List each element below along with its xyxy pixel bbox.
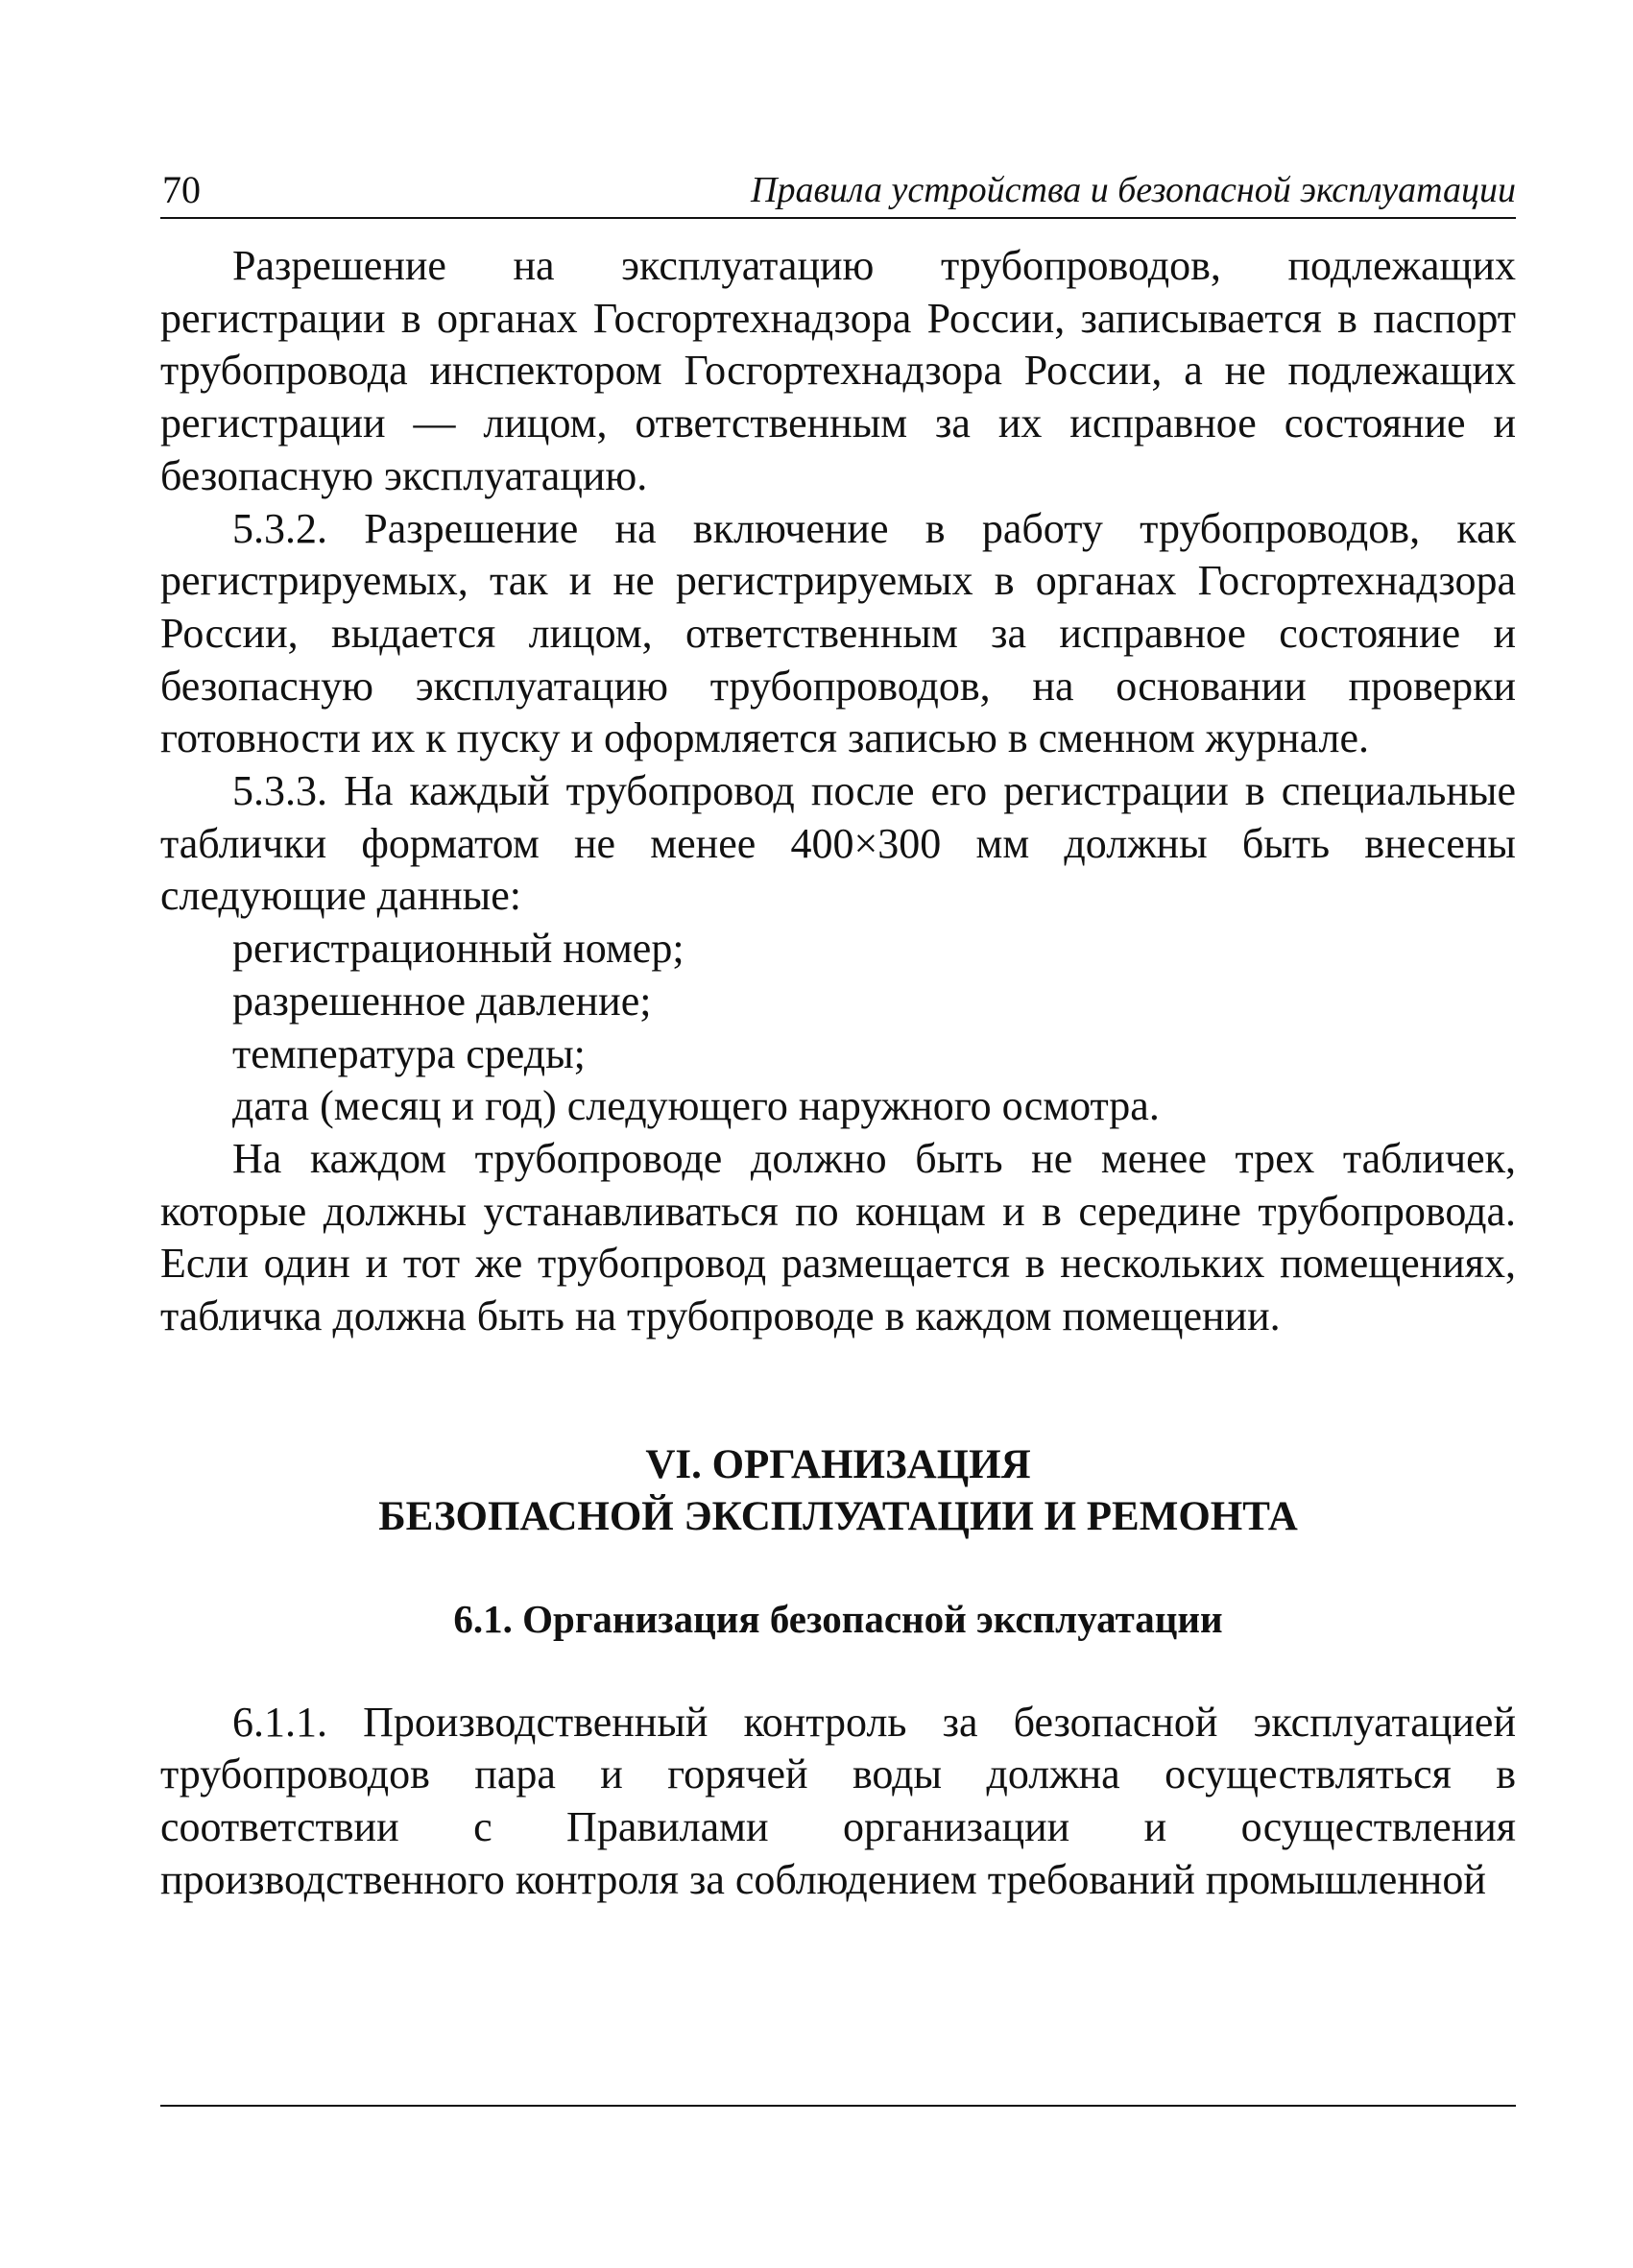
- list-item: регистрационный номер;: [232, 925, 684, 973]
- body-paragraph: 6.1.1. Производственный контроль за безопасной эксплуатацией трубопроводов пара и горячей воды должна осуществляться в соответствии с Правилами организации и осуществления производственного контроля за соблюдением требований промышленной: [160, 1698, 1516, 1903]
- section-heading: [160, 1439, 1516, 1543]
- body-paragraph: На каждом трубопроводе должно быть не менее трех табличек, которые должны устанавливаться по концам и в середине трубопровода. Если один и тот же трубопровод размещается в нескольких помещениях, табличка должна быть на трубопроводе в каждом помещении.: [160, 1134, 1516, 1340]
- list-item: температура среды;: [232, 1029, 586, 1077]
- body-paragraph: 5.3.3. На каждый трубопровод после его регистрации в специальные таблички форматом не менее 400×300 мм должны быть внесены следующие данные:: [160, 767, 1516, 920]
- running-title: Правила устройства и безопасной эксплуатации: [751, 170, 1516, 210]
- running-header: [160, 163, 1516, 219]
- body-paragraph: 5.3.2. Разрешение на включение в работу трубопроводов, как регистрируемых, так и не регистрируемых в органах Госгортехнадзора России, выдается лицом, ответственным за исправное состояние и безопасную эксплуатацию трубопроводов, на основании проверки готовности их к пуску и оформляется записью в сменном журнале.: [160, 504, 1516, 762]
- list-item: дата (месяц и год) следующего наружного осмотра.: [232, 1082, 1160, 1130]
- list-item: разрешенное давление;: [232, 977, 652, 1025]
- body-paragraph: Разрешение на эксплуатацию трубопроводов, подлежащих регистрации в органах Госгортехнадзора России, записывается в паспорт трубопровода инспектором Госгортехнадзора России, а не подлежащих регистрации — лицом, ответственным за их исправное состояние и безопасную эксплуатацию.: [160, 242, 1516, 499]
- footer-rule: [160, 2105, 1516, 2107]
- section-heading-line: БЕЗОПАСНОЙ ЭКСПЛУАТАЦИИ И РЕМОНТА: [378, 1493, 1298, 1539]
- section-heading-line: VI. ОРГАНИЗАЦИЯ: [645, 1441, 1031, 1487]
- page-body: [160, 240, 1516, 1907]
- subsection-heading: 6.1. Организация безопасной эксплуатации: [453, 1596, 1223, 1641]
- page-number: 70: [162, 168, 201, 211]
